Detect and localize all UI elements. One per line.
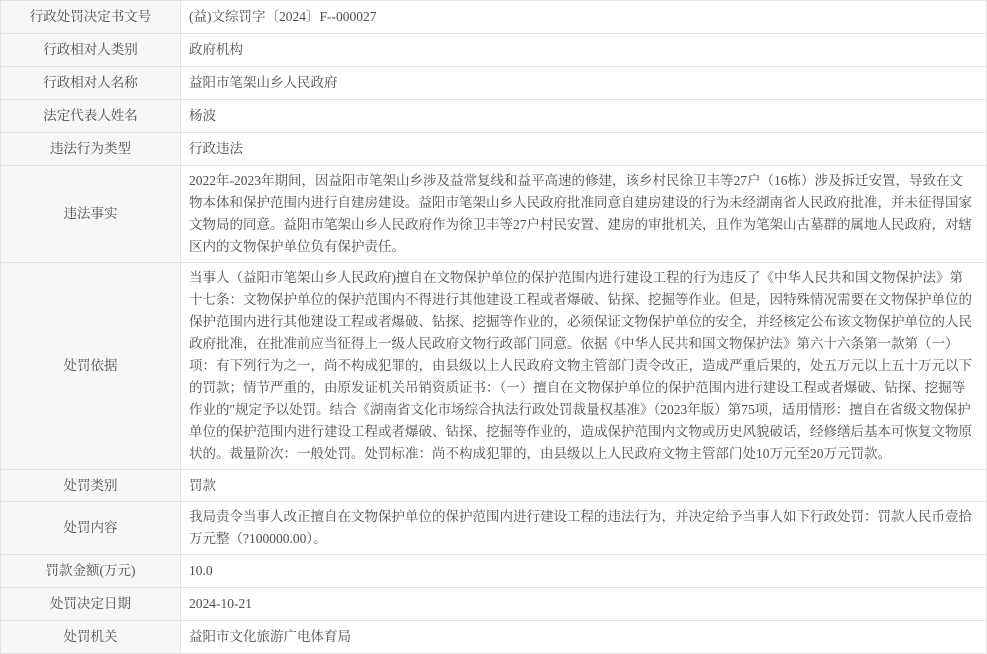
- violation-type-label: 违法行为类型: [1, 133, 181, 166]
- violation-facts-label: 违法事实: [1, 166, 181, 263]
- row-violation-type: [1, 133, 987, 166]
- fine-amount-label: 罚款金额(万元): [1, 555, 181, 588]
- counterpart-category-label: 行政相对人类别: [1, 34, 181, 67]
- penalty-decision-date-label: 处罚决定日期: [1, 588, 181, 621]
- counterpart-name-value: 益阳市笔架山乡人民政府: [181, 67, 987, 100]
- penalty-category-label: 处罚类别: [1, 470, 181, 502]
- penalty-basis-label: 处罚依据: [1, 263, 181, 470]
- row-penalty-category: [1, 470, 987, 502]
- penalty-authority-value: 益阳市文化旅游广电体育局: [181, 621, 987, 654]
- decision-doc-number-value: (益)文综罚字〔2024〕F--000027: [181, 1, 987, 34]
- counterpart-name-label: 行政相对人名称: [1, 67, 181, 100]
- row-counterpart-category: [1, 34, 987, 67]
- violation-facts-value: 2022年-2023年期间，因益阳市笔架山乡涉及益常复线和益平高速的修建，该乡村民徐卫丰等27户（16栋）涉及拆迁安置，导致在文物本体和保护范围内进行自建房建设。益阳市笔架山乡人民政府批准同意自建房建设的行为未经湖南省人民政府批准，并未征得国家文物局的同意。益阳市笔架山乡人民政府作为徐卫丰等27户村民安置、建房的审批机关，且作为笔架山古墓群的属地人民政府，对辖区内的文物保护单位负有保护责任。: [181, 166, 987, 263]
- penalty-decision-date-value: 2024-10-21: [181, 588, 987, 621]
- row-counterpart-name: [1, 67, 987, 100]
- penalty-content-label: 处罚内容: [1, 502, 181, 555]
- row-fine-amount: [1, 555, 987, 588]
- penalty-authority-label: 处罚机关: [1, 621, 181, 654]
- legal-representative-value: 杨波: [181, 100, 987, 133]
- row-penalty-authority: [1, 621, 987, 654]
- violation-type-value: 行政违法: [181, 133, 987, 166]
- counterpart-category-value: 政府机构: [181, 34, 987, 67]
- row-decision-doc-number: [1, 1, 987, 34]
- penalty-category-value: 罚款: [181, 470, 987, 502]
- row-violation-facts: [1, 166, 987, 263]
- legal-representative-label: 法定代表人姓名: [1, 100, 181, 133]
- row-penalty-decision-date: [1, 588, 987, 621]
- row-legal-representative: [1, 100, 987, 133]
- decision-doc-number-label: 行政处罚决定书文号: [1, 1, 181, 34]
- row-penalty-basis: [1, 263, 987, 470]
- penalty-content-value: 我局责令当事人改正擅自在文物保护单位的保护范围内进行建设工程的违法行为，并决定给予当事人如下行政处罚：罚款人民币壹拾万元整（?100000.00）。: [181, 502, 987, 555]
- row-penalty-content: [1, 502, 987, 555]
- penalty-basis-value: 当事人（益阳市笔架山乡人民政府)擅自在文物保护单位的保护范围内进行建设工程的行为违反了《中华人民共和国文物保护法》第十七条：文物保护单位的保护范围内不得进行其他建设工程或者爆破、钻探、挖掘等作业。但是，因特殊情况需要在文物保护单位的保护范围内进行其他建设工程或者爆破、钻探、挖掘等作业的，必须保证文物保护单位的安全，并经核定公布该文物保护单位的人民政府批准，在批准前应当征得上一级人民政府文物行政部门同意。依据《中华人民共和国文物保护法》第六十六条第一款第（一）项：有下列行为之一，尚不构成犯罪的，由县级以上人民政府文物主管部门责令改正，造成严重后果的，处五万元以上五十万元以下的罚款；情节严重的，由原发证机关吊销资质证书：（一）擅自在文物保护单位的保护范围内进行建设工程或者爆破、钻探、挖掘等作业的"规定予以处罚。结合《湖南省文化市场综合执法行政处罚裁量权基准》（2023年版）第75项，适用情形：擅自在省级文物保护单位的保护范围内进行建设工程或者爆破、钻探、挖掘等作业的，造成保护范围内文物或历史风貌破话，经修缮后基本可恢复文物原状的。裁量阶次：一般处罚。处罚标准：尚不构成犯罪的，由县级以上人民政府文物主管部门处10万元至20万元罚款。: [181, 263, 987, 470]
- fine-amount-value: 10.0: [181, 555, 987, 588]
